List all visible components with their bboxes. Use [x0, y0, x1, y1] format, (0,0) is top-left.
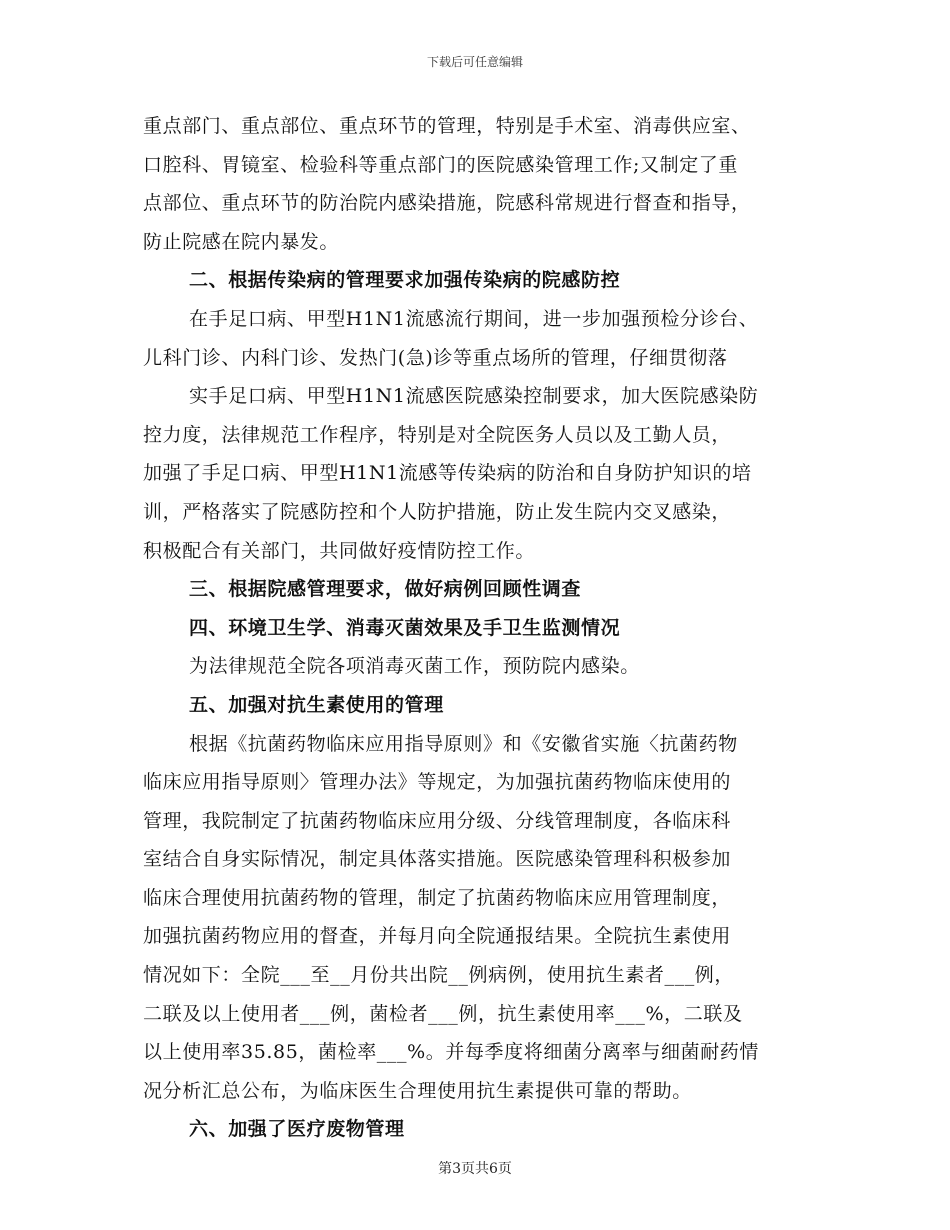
- section-heading: 四、环境卫生学、消毒灭菌效果及手卫生监测情况: [189, 616, 621, 639]
- paragraph-line: 重点部门、重点部位、重点环节的管理，特别是手术室、消毒供应室、: [143, 115, 751, 137]
- paragraph-line: 控力度，法律规范工作程序，特别是对全院医务人员以及工勤人员，: [143, 423, 732, 446]
- paragraph-line: 根据《抗菌药物临床应用指导原则》和《安徽省实施〈抗菌药物: [189, 732, 738, 755]
- paragraph-line: 实手足口病、甲型H1N1流感医院感染控制要求，加大医院感染防: [189, 385, 759, 408]
- paragraph-line: 室结合自身实际情况，制定具体落实措施。医院感染管理科积极参加: [143, 848, 732, 871]
- paragraph-line: 临床合理使用抗菌药物的管理，制定了抗菌药物临床应用管理制度，: [143, 886, 732, 909]
- paragraph-line: 加强抗菌药物应用的督查，并每月向全院通报结果。全院抗生素使用: [143, 925, 732, 948]
- paragraph-line: 训，严格落实了院感防控和个人防护措施，防止发生院内交叉感染，: [143, 500, 732, 523]
- section-heading: 二、根据传染病的管理要求加强传染病的院感防控: [189, 269, 621, 292]
- page-footer: 第3页共6页: [438, 1161, 512, 1177]
- paragraph-line: 在手足口病、甲型H1N1流感流行期间，进一步加强预检分诊台、: [189, 307, 759, 330]
- paragraph-line: 以上使用率35.85，菌检率___%。并每季度将细菌分离率与细菌耐药情: [143, 1041, 759, 1064]
- paragraph-line: 积极配合有关部门，共同做好疫情防控工作。: [143, 539, 536, 562]
- paragraph-line: 点部位、重点环节的防治院内感染措施，院感科常规进行督查和指导，: [143, 192, 751, 215]
- document-body: [143, 107, 811, 1149]
- paragraph-line: 为法律规范全院各项消毒灭菌工作，预防院内感染。: [189, 655, 640, 678]
- paragraph-line: 情况如下：全院___至__月份共出院__例病例，使用抗生素者___例，: [143, 964, 735, 987]
- paragraph-line: 儿科门诊、内科门诊、发热门(急)诊等重点场所的管理，仔细贯彻落: [143, 346, 728, 369]
- section-heading: 三、根据院感管理要求，做好病例回顾性调查: [189, 578, 582, 601]
- paragraph-line: 口腔科、胃镜室、检验科等重点部门的医院感染管理工作;又制定了重: [143, 153, 739, 176]
- paragraph-line: 临床应用指导原则〉管理办法》等规定，为加强抗菌药物临床使用的: [143, 771, 732, 794]
- paragraph-line: 加强了手足口病、甲型H1N1流感等传染病的防治和自身防护知识的培: [143, 462, 752, 485]
- paragraph-line: 况分析汇总公布，为临床医生合理使用抗生素提供可靠的帮助。: [143, 1079, 692, 1102]
- paragraph-line: 防止院感在院内暴发。: [143, 230, 340, 253]
- paragraph-line: 二联及以上使用者___例，菌检者___例，抗生素使用率___%，二联及: [143, 1002, 743, 1025]
- page-header: 下载后可任意编辑: [426, 55, 523, 69]
- section-heading: 六、加强了医疗废物管理: [189, 1118, 405, 1141]
- paragraph-line: 管理，我院制定了抗菌药物临床应用分级、分线管理制度，各临床科: [143, 809, 732, 832]
- section-heading: 五、加强对抗生素使用的管理: [189, 693, 444, 716]
